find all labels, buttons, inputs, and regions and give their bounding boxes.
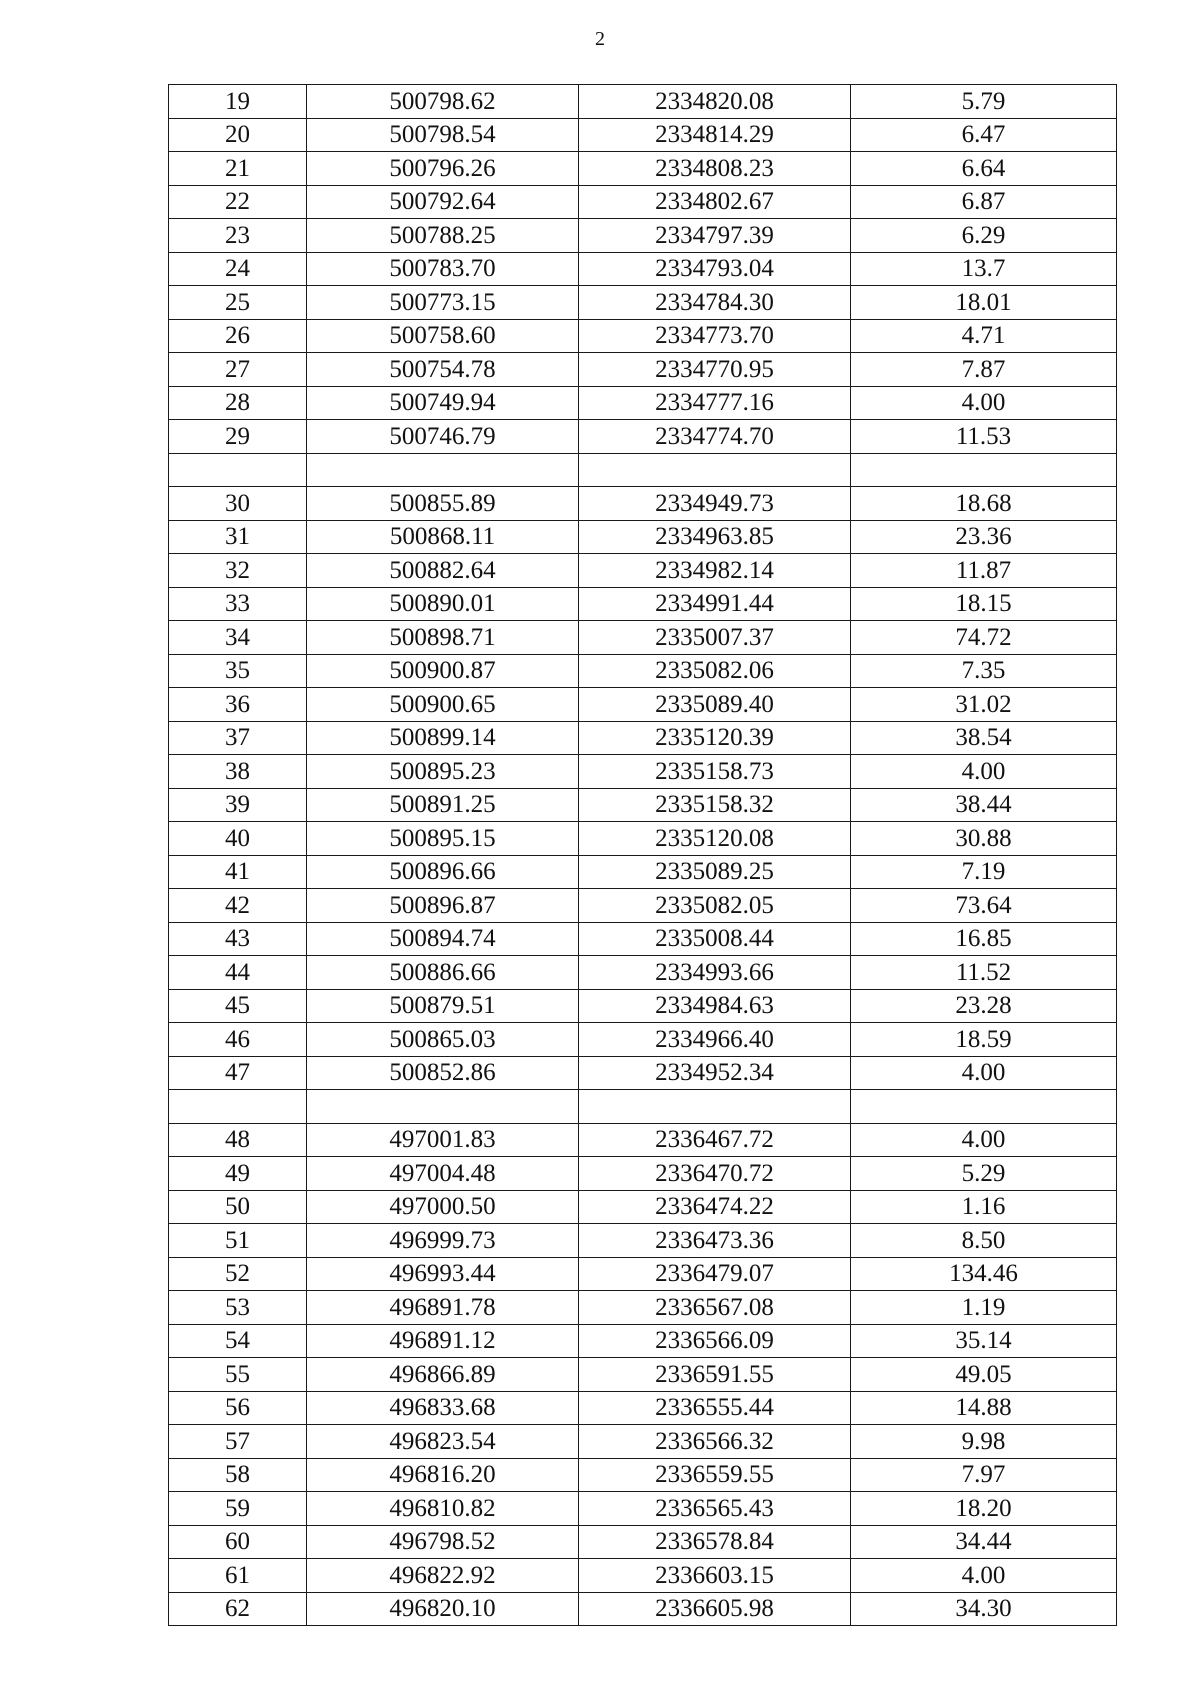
- x-coordinate-cell: 496798.52: [307, 1525, 579, 1559]
- coordinates-table: [168, 84, 1117, 1626]
- distance-cell: 7.35: [851, 654, 1117, 688]
- distance-cell: 4.00: [851, 1123, 1117, 1157]
- point-number-cell: 38: [169, 755, 307, 789]
- table-row: [169, 956, 1117, 990]
- y-coordinate-cell: 2336605.98: [579, 1592, 851, 1626]
- point-number-cell: [169, 453, 307, 487]
- y-coordinate-cell: 2335082.06: [579, 654, 851, 688]
- x-coordinate-cell: 500900.65: [307, 688, 579, 722]
- distance-cell: 49.05: [851, 1358, 1117, 1392]
- distance-cell: 14.88: [851, 1391, 1117, 1425]
- x-coordinate-cell: 496823.54: [307, 1425, 579, 1459]
- distance-cell: 38.44: [851, 788, 1117, 822]
- y-coordinate-cell: 2334949.73: [579, 487, 851, 521]
- point-number-cell: 48: [169, 1123, 307, 1157]
- x-coordinate-cell: 500895.23: [307, 755, 579, 789]
- x-coordinate-cell: 496993.44: [307, 1257, 579, 1291]
- x-coordinate-cell: 496820.10: [307, 1592, 579, 1626]
- y-coordinate-cell: 2334952.34: [579, 1056, 851, 1090]
- distance-cell: 38.54: [851, 721, 1117, 755]
- x-coordinate-cell: 500896.66: [307, 855, 579, 889]
- point-number-cell: 46: [169, 1023, 307, 1057]
- point-number-cell: 36: [169, 688, 307, 722]
- point-number-cell: 34: [169, 621, 307, 655]
- point-number-cell: 21: [169, 152, 307, 186]
- x-coordinate-cell: 500855.89: [307, 487, 579, 521]
- y-coordinate-cell: 2336559.55: [579, 1458, 851, 1492]
- point-number-cell: 50: [169, 1190, 307, 1224]
- table-row: [169, 1157, 1117, 1191]
- table-row: [169, 621, 1117, 655]
- distance-cell: 18.20: [851, 1492, 1117, 1526]
- distance-cell: 31.02: [851, 688, 1117, 722]
- x-coordinate-cell: 496999.73: [307, 1224, 579, 1258]
- x-coordinate-cell: 500882.64: [307, 554, 579, 588]
- table-row: [169, 1559, 1117, 1593]
- y-coordinate-cell: 2335120.39: [579, 721, 851, 755]
- y-coordinate-cell: [579, 1090, 851, 1124]
- point-number-cell: [169, 1090, 307, 1124]
- y-coordinate-cell: 2334814.29: [579, 118, 851, 152]
- y-coordinate-cell: 2334773.70: [579, 319, 851, 353]
- x-coordinate-cell: 500899.14: [307, 721, 579, 755]
- point-number-cell: 23: [169, 219, 307, 253]
- distance-cell: 4.00: [851, 386, 1117, 420]
- distance-cell: 18.68: [851, 487, 1117, 521]
- table-row: [169, 386, 1117, 420]
- y-coordinate-cell: 2334963.85: [579, 520, 851, 554]
- table-row: [169, 587, 1117, 621]
- y-coordinate-cell: 2334784.30: [579, 286, 851, 320]
- table-row: [169, 688, 1117, 722]
- table-row: [169, 520, 1117, 554]
- x-coordinate-cell: 500900.87: [307, 654, 579, 688]
- table-row: [169, 1358, 1117, 1392]
- y-coordinate-cell: 2334777.16: [579, 386, 851, 420]
- distance-cell: 9.98: [851, 1425, 1117, 1459]
- point-number-cell: 41: [169, 855, 307, 889]
- x-coordinate-cell: [307, 1090, 579, 1124]
- table-row: [169, 152, 1117, 186]
- point-number-cell: 26: [169, 319, 307, 353]
- distance-cell: 11.87: [851, 554, 1117, 588]
- distance-cell: 6.87: [851, 185, 1117, 219]
- x-coordinate-cell: 497000.50: [307, 1190, 579, 1224]
- table-row: [169, 286, 1117, 320]
- point-number-cell: 44: [169, 956, 307, 990]
- point-number-cell: 58: [169, 1458, 307, 1492]
- distance-cell: 6.64: [851, 152, 1117, 186]
- distance-cell: 8.50: [851, 1224, 1117, 1258]
- y-coordinate-cell: 2336565.43: [579, 1492, 851, 1526]
- table-row: [169, 922, 1117, 956]
- y-coordinate-cell: 2336591.55: [579, 1358, 851, 1392]
- point-number-cell: 33: [169, 587, 307, 621]
- table-row: [169, 554, 1117, 588]
- x-coordinate-cell: 500773.15: [307, 286, 579, 320]
- x-coordinate-cell: 500754.78: [307, 353, 579, 387]
- distance-cell: 5.29: [851, 1157, 1117, 1191]
- y-coordinate-cell: 2334993.66: [579, 956, 851, 990]
- point-number-cell: 55: [169, 1358, 307, 1392]
- distance-cell: 4.00: [851, 755, 1117, 789]
- point-number-cell: 19: [169, 85, 307, 119]
- y-coordinate-cell: 2335158.32: [579, 788, 851, 822]
- distance-cell: 4.00: [851, 1056, 1117, 1090]
- x-coordinate-cell: 500798.54: [307, 118, 579, 152]
- point-number-cell: 39: [169, 788, 307, 822]
- x-coordinate-cell: 500890.01: [307, 587, 579, 621]
- y-coordinate-cell: 2336474.22: [579, 1190, 851, 1224]
- y-coordinate-cell: 2335082.05: [579, 889, 851, 923]
- y-coordinate-cell: 2334802.67: [579, 185, 851, 219]
- point-number-cell: 61: [169, 1559, 307, 1593]
- distance-cell: 16.85: [851, 922, 1117, 956]
- y-coordinate-cell: 2334808.23: [579, 152, 851, 186]
- point-number-cell: 62: [169, 1592, 307, 1626]
- table-row: [169, 654, 1117, 688]
- point-number-cell: 57: [169, 1425, 307, 1459]
- table-row: [169, 1224, 1117, 1258]
- point-number-cell: 54: [169, 1324, 307, 1358]
- x-coordinate-cell: 500798.62: [307, 85, 579, 119]
- table-row: [169, 1123, 1117, 1157]
- page-number: 2: [595, 28, 605, 50]
- table-row: [169, 1425, 1117, 1459]
- distance-cell: 4.00: [851, 1559, 1117, 1593]
- x-coordinate-cell: 497004.48: [307, 1157, 579, 1191]
- point-number-cell: 32: [169, 554, 307, 588]
- distance-cell: 7.87: [851, 353, 1117, 387]
- x-coordinate-cell: 500788.25: [307, 219, 579, 253]
- x-coordinate-cell: 500796.26: [307, 152, 579, 186]
- distance-cell: 134.46: [851, 1257, 1117, 1291]
- distance-cell: 18.01: [851, 286, 1117, 320]
- distance-cell: 7.97: [851, 1458, 1117, 1492]
- x-coordinate-cell: 496891.78: [307, 1291, 579, 1325]
- y-coordinate-cell: 2334982.14: [579, 554, 851, 588]
- distance-cell: 34.44: [851, 1525, 1117, 1559]
- distance-cell: 23.28: [851, 989, 1117, 1023]
- table-row: [169, 118, 1117, 152]
- point-number-cell: 52: [169, 1257, 307, 1291]
- y-coordinate-cell: 2335008.44: [579, 922, 851, 956]
- distance-cell: 1.19: [851, 1291, 1117, 1325]
- x-coordinate-cell: 500749.94: [307, 386, 579, 420]
- point-number-cell: 60: [169, 1525, 307, 1559]
- y-coordinate-cell: 2334991.44: [579, 587, 851, 621]
- table-row: [169, 755, 1117, 789]
- point-number-cell: 30: [169, 487, 307, 521]
- distance-cell: 7.19: [851, 855, 1117, 889]
- y-coordinate-cell: 2334966.40: [579, 1023, 851, 1057]
- x-coordinate-cell: 500896.87: [307, 889, 579, 923]
- distance-cell: 35.14: [851, 1324, 1117, 1358]
- x-coordinate-cell: 496810.82: [307, 1492, 579, 1526]
- distance-cell: 34.30: [851, 1592, 1117, 1626]
- table-spacer-row: [169, 1090, 1117, 1124]
- x-coordinate-cell: 496833.68: [307, 1391, 579, 1425]
- table-row: [169, 420, 1117, 454]
- table-row: [169, 889, 1117, 923]
- point-number-cell: 49: [169, 1157, 307, 1191]
- table-row: [169, 1291, 1117, 1325]
- table-row: [169, 1525, 1117, 1559]
- x-coordinate-cell: 500895.15: [307, 822, 579, 856]
- y-coordinate-cell: 2336555.44: [579, 1391, 851, 1425]
- x-coordinate-cell: 500783.70: [307, 252, 579, 286]
- table-row: [169, 353, 1117, 387]
- table-row: [169, 1190, 1117, 1224]
- x-coordinate-cell: 496822.92: [307, 1559, 579, 1593]
- table-row: [169, 1458, 1117, 1492]
- x-coordinate-cell: 500894.74: [307, 922, 579, 956]
- point-number-cell: 59: [169, 1492, 307, 1526]
- y-coordinate-cell: 2336566.32: [579, 1425, 851, 1459]
- y-coordinate-cell: 2334820.08: [579, 85, 851, 119]
- point-number-cell: 43: [169, 922, 307, 956]
- distance-cell: 6.47: [851, 118, 1117, 152]
- distance-cell: 30.88: [851, 822, 1117, 856]
- point-number-cell: 22: [169, 185, 307, 219]
- y-coordinate-cell: 2336479.07: [579, 1257, 851, 1291]
- x-coordinate-cell: [307, 453, 579, 487]
- point-number-cell: 56: [169, 1391, 307, 1425]
- point-number-cell: 28: [169, 386, 307, 420]
- y-coordinate-cell: 2334797.39: [579, 219, 851, 253]
- coordinates-table-body: [169, 85, 1117, 1626]
- y-coordinate-cell: 2336473.36: [579, 1224, 851, 1258]
- table-row: [169, 1257, 1117, 1291]
- point-number-cell: 53: [169, 1291, 307, 1325]
- table-row: [169, 319, 1117, 353]
- x-coordinate-cell: 497001.83: [307, 1123, 579, 1157]
- table-row: [169, 487, 1117, 521]
- point-number-cell: 24: [169, 252, 307, 286]
- x-coordinate-cell: 500868.11: [307, 520, 579, 554]
- table-row: [169, 185, 1117, 219]
- table-row: [169, 855, 1117, 889]
- point-number-cell: 35: [169, 654, 307, 688]
- y-coordinate-cell: 2335158.73: [579, 755, 851, 789]
- table-row: [169, 1492, 1117, 1526]
- table-row: [169, 252, 1117, 286]
- table-row: [169, 721, 1117, 755]
- point-number-cell: 25: [169, 286, 307, 320]
- y-coordinate-cell: 2334770.95: [579, 353, 851, 387]
- y-coordinate-cell: 2335089.40: [579, 688, 851, 722]
- y-coordinate-cell: 2336566.09: [579, 1324, 851, 1358]
- point-number-cell: 27: [169, 353, 307, 387]
- y-coordinate-cell: 2336470.72: [579, 1157, 851, 1191]
- x-coordinate-cell: 496866.89: [307, 1358, 579, 1392]
- point-number-cell: 40: [169, 822, 307, 856]
- point-number-cell: 42: [169, 889, 307, 923]
- distance-cell: 4.71: [851, 319, 1117, 353]
- distance-cell: 5.79: [851, 85, 1117, 119]
- table-row: [169, 1023, 1117, 1057]
- point-number-cell: 37: [169, 721, 307, 755]
- point-number-cell: 29: [169, 420, 307, 454]
- table-spacer-row: [169, 453, 1117, 487]
- distance-cell: 18.59: [851, 1023, 1117, 1057]
- table-row: [169, 1592, 1117, 1626]
- table-row: [169, 1324, 1117, 1358]
- y-coordinate-cell: [579, 453, 851, 487]
- x-coordinate-cell: 500891.25: [307, 788, 579, 822]
- x-coordinate-cell: 500886.66: [307, 956, 579, 990]
- y-coordinate-cell: 2335089.25: [579, 855, 851, 889]
- distance-cell: 13.7: [851, 252, 1117, 286]
- point-number-cell: 47: [169, 1056, 307, 1090]
- y-coordinate-cell: 2336578.84: [579, 1525, 851, 1559]
- distance-cell: 18.15: [851, 587, 1117, 621]
- distance-cell: 1.16: [851, 1190, 1117, 1224]
- y-coordinate-cell: 2335007.37: [579, 621, 851, 655]
- table-row: [169, 1391, 1117, 1425]
- x-coordinate-cell: 496891.12: [307, 1324, 579, 1358]
- distance-cell: [851, 453, 1117, 487]
- point-number-cell: 51: [169, 1224, 307, 1258]
- y-coordinate-cell: 2336467.72: [579, 1123, 851, 1157]
- x-coordinate-cell: 496816.20: [307, 1458, 579, 1492]
- y-coordinate-cell: 2336567.08: [579, 1291, 851, 1325]
- distance-cell: 11.52: [851, 956, 1117, 990]
- y-coordinate-cell: 2335120.08: [579, 822, 851, 856]
- distance-cell: 74.72: [851, 621, 1117, 655]
- y-coordinate-cell: 2336603.15: [579, 1559, 851, 1593]
- table-row: [169, 822, 1117, 856]
- point-number-cell: 45: [169, 989, 307, 1023]
- point-number-cell: 20: [169, 118, 307, 152]
- y-coordinate-cell: 2334774.70: [579, 420, 851, 454]
- distance-cell: 6.29: [851, 219, 1117, 253]
- y-coordinate-cell: 2334984.63: [579, 989, 851, 1023]
- y-coordinate-cell: 2334793.04: [579, 252, 851, 286]
- distance-cell: 73.64: [851, 889, 1117, 923]
- distance-cell: [851, 1090, 1117, 1124]
- table-row: [169, 788, 1117, 822]
- table-row: [169, 219, 1117, 253]
- distance-cell: 23.36: [851, 520, 1117, 554]
- x-coordinate-cell: 500758.60: [307, 319, 579, 353]
- point-number-cell: 31: [169, 520, 307, 554]
- x-coordinate-cell: 500746.79: [307, 420, 579, 454]
- distance-cell: 11.53: [851, 420, 1117, 454]
- x-coordinate-cell: 500898.71: [307, 621, 579, 655]
- table-row: [169, 989, 1117, 1023]
- x-coordinate-cell: 500852.86: [307, 1056, 579, 1090]
- x-coordinate-cell: 500792.64: [307, 185, 579, 219]
- table-row: [169, 85, 1117, 119]
- table-row: [169, 1056, 1117, 1090]
- x-coordinate-cell: 500879.51: [307, 989, 579, 1023]
- x-coordinate-cell: 500865.03: [307, 1023, 579, 1057]
